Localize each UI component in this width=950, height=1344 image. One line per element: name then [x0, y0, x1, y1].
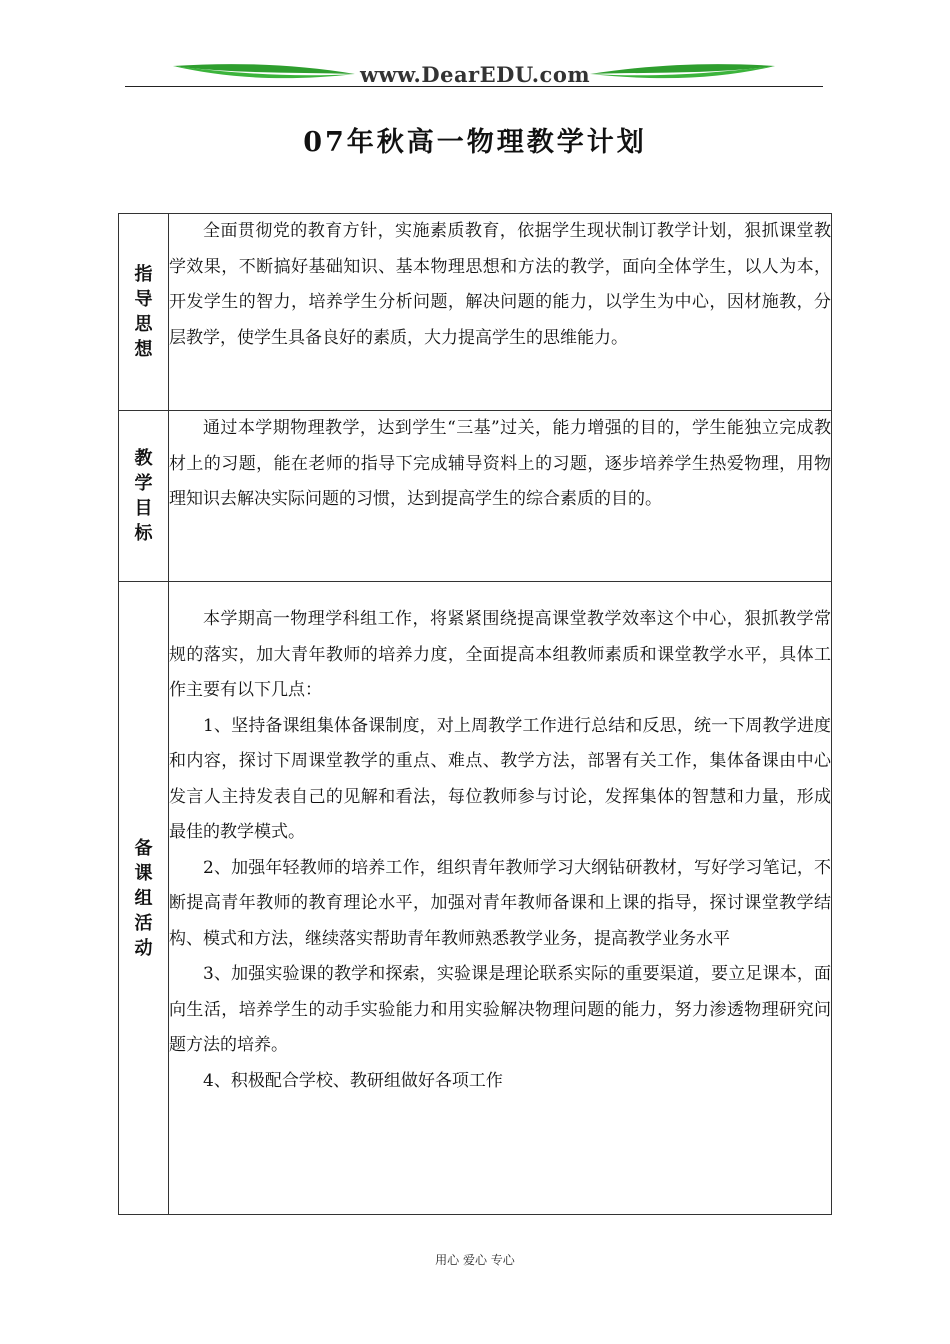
- section-label-cell: [119, 214, 169, 411]
- section-label: 教学目标: [134, 448, 153, 544]
- page-footer: 用心 爱心 专心: [435, 1253, 515, 1267]
- section-paragraph: 通过本学期物理教学，达到学生“三基”过关，能力增强的目的，学生能独立完成教材上的习题，能在老师的指导下完成辅导资料上的习题，逐步培养学生热爱物理，用物理知识去解决实际问题的习惯，达到提高学生的综合素质的目的。: [169, 418, 831, 509]
- section-paragraph: 4、积极配合学校、教研组做好各项工作: [203, 1070, 503, 1091]
- section-label: 备课组活动: [134, 837, 153, 959]
- document-title: 07年秋高一物理教学计划: [303, 127, 647, 158]
- header-rule: [125, 86, 823, 87]
- section-row-group-activities: [119, 582, 832, 1215]
- section-content: [169, 411, 832, 582]
- section-content: [169, 582, 832, 1215]
- section-paragraph: 本学期高一物理学科组工作，将紧紧围绕提高课堂教学效率这个中心，狠抓教学常规的落实，加大青年教师的培养力度，全面提高本组教师素质和课堂教学水平，具体工作主要有以下几点：: [169, 609, 831, 700]
- section-paragraph: 全面贯彻党的教育方针，实施素质教育，依据学生现状制订教学计划，狠抓课堂教学效果，不断搞好基础知识、基本物理思想和方法的教学，面向全体学生，以人为本，开发学生的智力，培养学生分析问题，解决问题的能力，以学生为中心，因材施教，分层教学，使学生具备良好的素质，大力提高学生的思维能力。: [169, 221, 831, 348]
- section-content: [169, 214, 832, 411]
- section-paragraph: 1、坚持备课组集体备课制度，对上周教学工作进行总结和反思，统一下周教学进度和内容，探讨下周课堂教学的重点、难点、教学方法，部署有关工作，集体备课由中心发言人主持发表自己的见解和看法，每位教师参与讨论，发挥集体的智慧和力量，形成最佳的教学模式。: [169, 715, 831, 842]
- section-row-guiding-thought: [119, 214, 832, 411]
- site-url-logo: www.DearEDU.com: [359, 62, 591, 87]
- section-paragraph: 3、加强实验课的教学和探索，实验课是理论联系实际的重要渠道，要立足课本，面向生活，培养学生的动手实验能力和用实验解决物理问题的能力，努力渗透物理研究问题方法的培养。: [169, 964, 831, 1055]
- section-label-cell: [119, 582, 169, 1215]
- plan-table: [118, 213, 832, 1215]
- section-paragraph: 2、加强年轻教师的培养工作，组织青年教师学习大纲钻研教材，写好学习笔记，不断提高青年教师的教育理论水平，加强对青年教师备课和上课的指导，探讨课堂教学结构、模式和方法，继续落实帮助青年教师熟悉教学业务，提高教学业务水平: [169, 857, 831, 949]
- section-label: 指导思想: [134, 264, 153, 360]
- section-label-cell: [119, 411, 169, 582]
- section-row-teaching-goals: [119, 411, 832, 582]
